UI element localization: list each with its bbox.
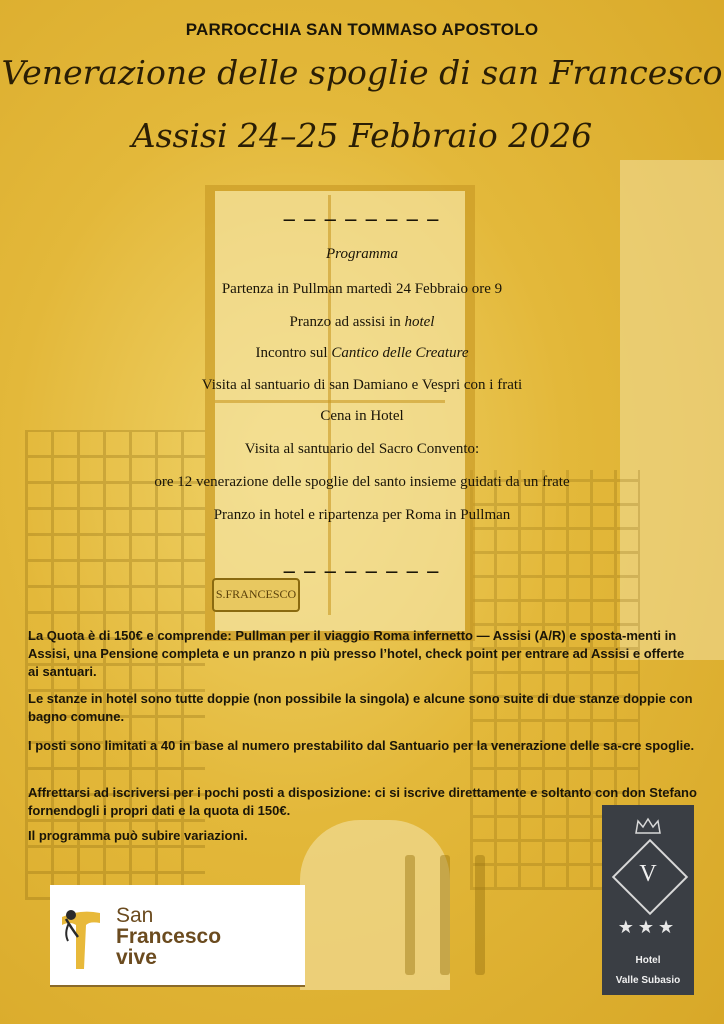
tau-cross-icon [60,903,102,973]
background-altar [300,820,450,990]
logo-text: San Francesco vive [116,904,222,969]
event-date: Assisi 24–25 Febbraio 2026 [131,116,593,155]
san-francesco-vive-logo [50,885,305,987]
stars-icon: ★★★ [617,917,679,937]
info-places: I posti sono limitati a 40 in base al numero prestabilito dal Santuario per la venerazione delle sa-cre spoglie. [28,738,695,753]
programme-item: Visita al santuario del Sacro Convento: [244,441,480,457]
background-sign: S.FRANCESCO [212,578,300,612]
programme-item: Incontro sul Cantico delle Creature [255,345,469,361]
programme-item: Partenza in Pullman martedì 24 Febbraio ore 9 [221,281,503,297]
crown-icon [634,817,662,835]
page-title: Venerazione delle spoglie di san Francesco [1,53,723,92]
programme-item: Cena in Hotel [320,408,404,424]
hotel-monogram: V [639,861,657,887]
separator-top: _ _ _ _ _ _ _ _ [283,198,441,223]
programme-heading: Programma [326,246,398,262]
info-rooms: Le stanze in hotel sono tutte doppie (non possibile la singola) e alcune sono suite di due stanze doppie con bagno comune. [28,691,693,724]
info-price: La Quota è di 150€ e comprende: Pullman per il viaggio Roma infernetto — Assisi (A/R) e sposta-menti in Assisi, una Pensione completa e un pranzo n più presso l’hotel, check point per entrare ad Assisi e offerte ai santuari. [28,628,685,679]
background-candle [405,855,415,975]
programme-item: Visita al santuario di san Damiano e Vespri con i frati [201,377,523,393]
separator-bottom: _ _ _ _ _ _ _ _ [283,550,441,575]
programme-item: Pranzo in hotel e ripartenza per Roma in Pullman [213,507,511,523]
info-disclaimer: Il programma può subire variazioni. [28,828,248,843]
hotel-name: Valle Subasio [615,975,681,986]
hotel-label: Hotel [635,955,661,966]
programme-item: Pranzo ad assisi in hotel [289,314,435,330]
hotel-valle-subasio-logo [602,805,694,995]
programme-item: ore 12 venerazione delle spoglie del santo insieme guidati da un frate [154,474,570,490]
info-registration: Affrettarsi ad iscriversi per i pochi posti a disposizione: ci si iscrive direttamente e soltanto con don Stefano fornendogli i propri dati e la quota di 150€. [28,785,697,818]
parish-name: PARROCCHIA SAN TOMMASO APOSTOLO [185,20,539,39]
background-candle [440,855,450,975]
background-candle [475,855,485,975]
